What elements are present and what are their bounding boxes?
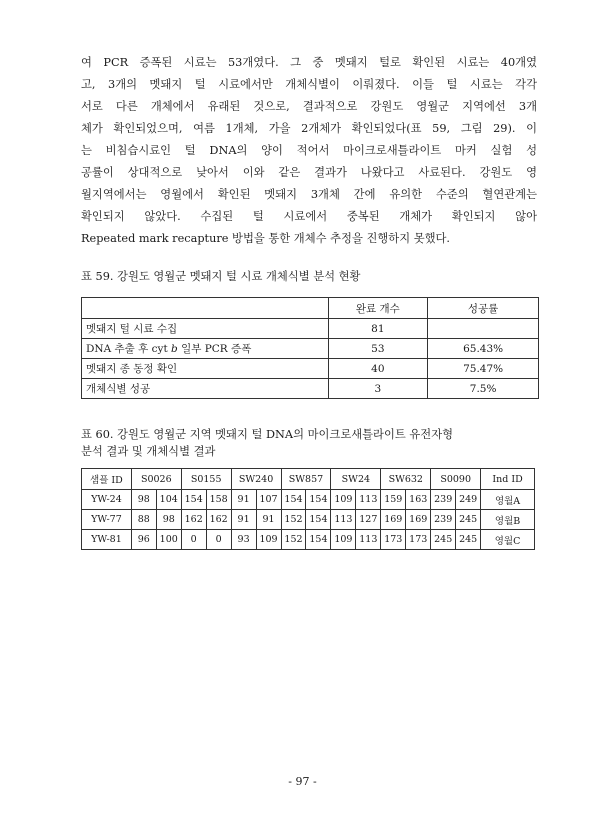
allele-cell: 249 <box>456 490 481 510</box>
allele-cell: 154 <box>281 490 306 510</box>
allele-cell: 158 <box>206 490 231 510</box>
allele-cell: 96 <box>131 530 156 550</box>
header-cell: SW24 <box>331 469 381 490</box>
allele-cell: 109 <box>331 530 356 550</box>
count-cell: 3 <box>328 379 428 399</box>
allele-cell: 154 <box>181 490 206 510</box>
row-label: 멧돼지 종 동정 확인 <box>82 359 329 379</box>
count-cell: 53 <box>328 339 428 359</box>
allele-cell: 93 <box>231 530 256 550</box>
sample-id-cell: YW-24 <box>82 490 132 510</box>
row-label-italic: b <box>171 343 178 355</box>
paragraph-line: 여 PCR 증폭된 시료는 53개였다. 그 중 멧돼지 털로 확인된 시료는 40개였 <box>81 56 537 69</box>
allele-cell: 109 <box>331 490 356 510</box>
ind-id-cell: 영월B <box>481 510 535 530</box>
allele-cell: 109 <box>256 530 281 550</box>
allele-cell: 162 <box>206 510 231 530</box>
paragraph-line: 확인되지 않았다. 수집된 털 시료에서 중복된 개체가 확인되지 않아 <box>81 210 537 223</box>
allele-cell: 169 <box>381 510 406 530</box>
table-row <box>82 319 539 339</box>
allele-cell: 98 <box>156 510 181 530</box>
table-header-row <box>82 469 535 490</box>
allele-cell: 127 <box>356 510 381 530</box>
header-cell: 성공률 <box>428 298 539 319</box>
count-cell: 81 <box>328 319 428 339</box>
paragraph-line: 체가 확인되었으며, 여름 1개체, 가을 2개체가 확인되었다(표 59, 그림 29). 이 <box>81 122 537 135</box>
rate-cell: 75.47% <box>428 359 539 379</box>
allele-cell: 113 <box>331 510 356 530</box>
header-cell: SW240 <box>231 469 281 490</box>
allele-cell: 91 <box>256 510 281 530</box>
paragraph-line: 서로 다른 개체에서 유래된 것으로, 결과적으로 강원도 영월군 지역에선 3개 <box>81 100 537 113</box>
table-60 <box>81 468 535 550</box>
allele-cell: 173 <box>381 530 406 550</box>
allele-cell: 91 <box>231 490 256 510</box>
header-cell: S0026 <box>131 469 181 490</box>
table-59 <box>81 297 539 399</box>
row-label: 개체식별 성공 <box>82 379 329 399</box>
allele-cell: 104 <box>156 490 181 510</box>
allele-cell: 169 <box>406 510 431 530</box>
header-cell: Ind ID <box>481 469 535 490</box>
allele-cell: 245 <box>431 530 456 550</box>
allele-cell: 113 <box>356 530 381 550</box>
allele-cell: 0 <box>181 530 206 550</box>
rate-cell: 65.43% <box>428 339 539 359</box>
header-cell <box>82 298 329 319</box>
header-cell: 샘플 ID <box>82 469 132 490</box>
header-cell: 완료 개수 <box>328 298 428 319</box>
row-label-part: DNA 추출 후 cyt <box>86 343 172 355</box>
table-row <box>82 490 535 510</box>
allele-cell: 245 <box>456 530 481 550</box>
allele-cell: 173 <box>406 530 431 550</box>
table-row <box>82 359 539 379</box>
allele-cell: 107 <box>256 490 281 510</box>
row-label-part: 일부 PCR 증폭 <box>177 343 252 355</box>
rate-cell <box>428 319 539 339</box>
allele-cell: 239 <box>431 510 456 530</box>
allele-cell: 154 <box>306 490 331 510</box>
allele-cell: 0 <box>206 530 231 550</box>
allele-cell: 245 <box>456 510 481 530</box>
allele-cell: 239 <box>431 490 456 510</box>
header-cell: S0090 <box>431 469 481 490</box>
allele-cell: 100 <box>156 530 181 550</box>
allele-cell: 154 <box>306 530 331 550</box>
page-number: - 97 - <box>288 775 317 788</box>
row-label <box>82 339 329 359</box>
paragraph-line: 는 비침습시료인 털 DNA의 양이 적어서 마이크로새틀라이트 마커 실험 성 <box>81 144 537 157</box>
table-row <box>82 379 539 399</box>
table-row <box>82 510 535 530</box>
allele-cell: 163 <box>406 490 431 510</box>
allele-cell: 88 <box>131 510 156 530</box>
allele-cell: 91 <box>231 510 256 530</box>
allele-cell: 159 <box>381 490 406 510</box>
table60-caption-line2: 분석 결과 및 개체식별 결과 <box>81 445 216 458</box>
rate-cell: 7.5% <box>428 379 539 399</box>
count-cell: 40 <box>328 359 428 379</box>
table-header-row <box>82 298 539 319</box>
header-cell: SW632 <box>381 469 431 490</box>
allele-cell: 152 <box>281 530 306 550</box>
paragraph-line: 공률이 상대적으로 낮아서 이와 같은 결과가 나왔다고 사료된다. 강원도 영 <box>81 166 537 179</box>
row-label: 멧돼지 털 시료 수집 <box>82 319 329 339</box>
table60-caption-line1: 표 60. 강원도 영월군 지역 멧돼지 털 DNA의 마이크로새틀라이트 유전자형 <box>81 428 454 441</box>
header-cell: SW857 <box>281 469 331 490</box>
sample-id-cell: YW-81 <box>82 530 132 550</box>
allele-cell: 154 <box>306 510 331 530</box>
allele-cell: 113 <box>356 490 381 510</box>
allele-cell: 152 <box>281 510 306 530</box>
ind-id-cell: 영월C <box>481 530 535 550</box>
paragraph-line: 월지역에서는 영월에서 확인된 멧돼지 3개체 간에 유의한 수준의 혈연관계는 <box>81 188 537 201</box>
table59-caption: 표 59. 강원도 영월군 멧돼지 털 시료 개체식별 분석 현황 <box>81 270 361 283</box>
sample-id-cell: YW-77 <box>82 510 132 530</box>
paragraph-line: Repeated mark recapture 방법을 통한 개체수 추정을 진행하지 못했다. <box>81 232 451 245</box>
ind-id-cell: 영월A <box>481 490 535 510</box>
table-row <box>82 339 539 359</box>
body-paragraph <box>81 52 537 250</box>
paragraph-line: 고, 3개의 멧돼지 털 시료에서만 개체식별이 이뤄졌다. 이들 털 시료는 각각 <box>81 78 537 91</box>
allele-cell: 98 <box>131 490 156 510</box>
allele-cell: 162 <box>181 510 206 530</box>
header-cell: S0155 <box>181 469 231 490</box>
table-row <box>82 530 535 550</box>
